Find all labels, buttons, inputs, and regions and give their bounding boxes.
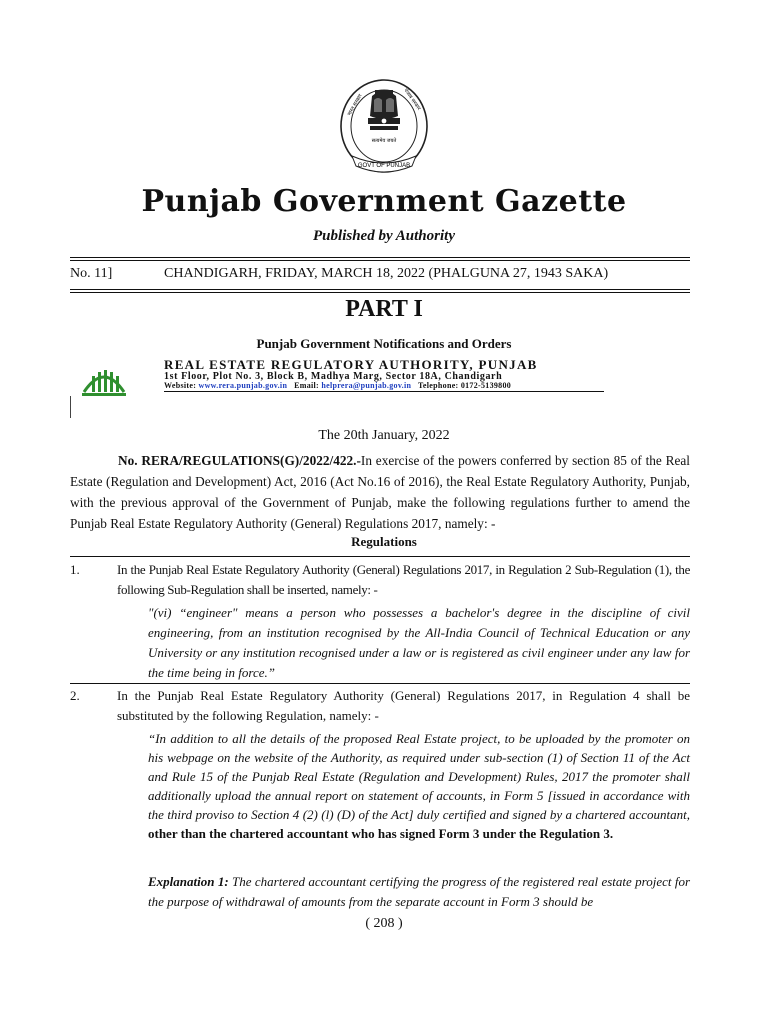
preamble-text: In exercise of the powers conferred by section 85 of the Real Estate (Regulation and Development) Act, 2016 (Act No.16 of 2016), the Real Estate Regulatory Authority, Punjab, with the previous approval of the Government of Punjab, make the following regulations further to amend the Punjab Real Estate Regulatory Authority (General) Regulations 2017, namely: - bbox=[70, 453, 690, 531]
website-label: Website: bbox=[164, 381, 197, 390]
item-text: In the Punjab Real Estate Regulatory Authority (General) Regulations 2017, in Regulation 4 shall be substituted by the following Regulation, namely: - bbox=[117, 688, 690, 723]
item-text: In the Punjab Real Estate Regulatory Authority (General) Regulations 2017, in Regulation 2 Sub-Regulation (1), the following Sub-Regulation shall be inserted, namely: - bbox=[117, 562, 690, 597]
explanation-text: The chartered accountant certifying the progress of the registered real estate project for the purpose of withdrawal of amounts from the separate account in Form 3 should be bbox=[148, 874, 691, 909]
notification-number: No. RERA/REGULATIONS(G)/2022/422.- bbox=[118, 453, 361, 468]
header-rule-bottom-2 bbox=[70, 292, 690, 293]
website-link[interactable]: www.rera.punjab.gov.in bbox=[198, 381, 288, 390]
item-number: 2. bbox=[70, 688, 80, 703]
seal-motto: सत्यमेव जयते bbox=[371, 138, 397, 144]
margin-mark bbox=[70, 396, 71, 418]
issue-dateline: CHANDIGARH, FRIDAY, MARCH 18, 2022 (PHALGUNA 27, 1943 SAKA) bbox=[164, 266, 609, 281]
letterhead-rule bbox=[164, 391, 604, 392]
authority-contact bbox=[164, 381, 511, 390]
regulations-heading: Regulations bbox=[351, 534, 417, 549]
regulations-rule bbox=[70, 556, 690, 557]
header-rule-top bbox=[70, 257, 690, 258]
state-emblem-seal bbox=[338, 76, 430, 180]
authority-name: REAL ESTATE REGULATORY AUTHORITY, PUNJAB bbox=[164, 357, 538, 372]
issue-number: No. 11] bbox=[70, 266, 113, 281]
authority-address: 1st Floor, Plot No. 3, Block B, Madhya Marg, Sector 18A, Chandigarh bbox=[164, 371, 503, 382]
item-quote bbox=[148, 729, 690, 843]
explanation-paragraph bbox=[148, 872, 690, 912]
seal-arc-right: पंजाब सरकार bbox=[402, 87, 422, 112]
email-link[interactable]: helprera@punjab.gov.in bbox=[321, 381, 412, 390]
quote-bold-text: other than the chartered accountant who has signed Form 3 under the Regulation 3. bbox=[148, 826, 614, 841]
email-label: Email: bbox=[294, 381, 320, 390]
item-number: 1. bbox=[70, 562, 80, 577]
seal-arc-left: भारत सरकार bbox=[346, 93, 364, 117]
part-subtitle: Punjab Government Notifications and Orders bbox=[256, 336, 512, 351]
rera-logo-icon bbox=[78, 360, 130, 400]
page-number: ( 208 ) bbox=[365, 916, 403, 931]
telephone: Telephone: 0172-5139800 bbox=[418, 381, 512, 390]
notification-preamble bbox=[70, 450, 690, 534]
item-separator-rule bbox=[70, 683, 690, 684]
header-rule-bottom bbox=[70, 289, 690, 290]
notification-date: The 20th January, 2022 bbox=[318, 428, 450, 443]
published-by-authority: Published by Authority bbox=[313, 228, 455, 244]
explanation-label: Explanation 1: bbox=[148, 874, 229, 889]
part-title: PART I bbox=[345, 296, 423, 322]
quote-text: “In addition to all the details of the proposed Real Estate project, to be uploaded by the promoter on his webpage on the website of the Authority, as required under sub-section (1) of Section 11 of the Act and Rule 15 of the Punjab Real Estate (Regulation and Development) Rules, 2017 the promoter shall additionally upload the annual report on statement of accounts, in Form 5 [issued in accordance with the third proviso to Section 4 (2) (l) (D) of the Act] duly certified and signed by a chartered accountant, bbox=[148, 731, 690, 822]
header-rule-top-2 bbox=[70, 260, 690, 261]
item-quote: "(vi) “engineer" means a person who possesses a bachelor's degree in the discipline of civil engineering, from an institution recognised by the All-India Council of Technical Education or any University or any institution recognised under a law or is registered as civil engineer under any law for the time being in force.” bbox=[148, 605, 690, 680]
seal-ribbon-text: GOVT OF PUNJAB bbox=[357, 163, 411, 169]
gazette-masthead: Punjab Government Gazette bbox=[141, 184, 627, 219]
